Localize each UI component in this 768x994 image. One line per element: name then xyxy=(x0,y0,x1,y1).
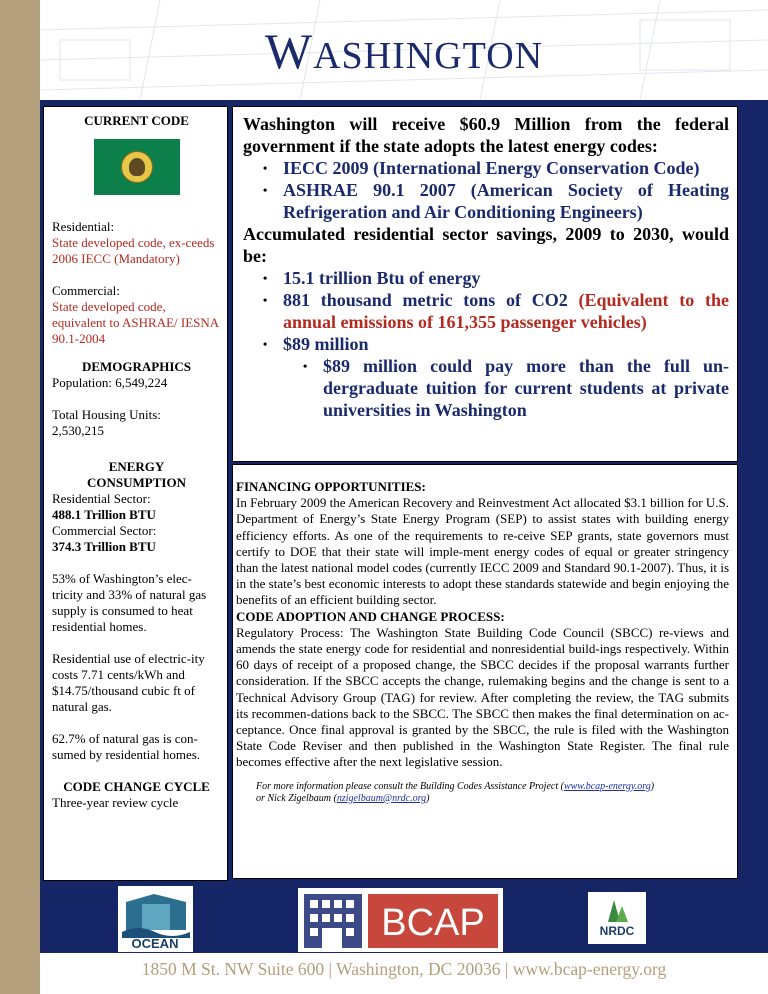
funding-intro: Washington will receive $60.9 Million from the federal government if the state adopts the latest energy codes: xyxy=(243,114,729,156)
page-title-rest: ASHINGTON xyxy=(313,35,544,77)
com-sector-value: 374.3 Trillion BTU xyxy=(52,539,156,554)
demographics-heading: DEMOGRAPHICS xyxy=(81,359,192,374)
commercial-value: State developed code, equivalent to ASHRAE/ IESNA 90.1-2004 xyxy=(52,299,219,346)
com-sector-label: Commercial Sector: xyxy=(52,523,157,538)
code-item-iecc: • IECC 2009 (International Energy Conservation Code) xyxy=(283,157,729,179)
nrdc-logo xyxy=(588,892,646,944)
codes-list xyxy=(243,157,729,223)
fact-natural-gas: 62.7% of natural gas is con-sumed by residential homes. xyxy=(52,731,201,762)
ocean-logo xyxy=(118,886,193,952)
page-title xyxy=(40,22,768,80)
bcap-logo-text: BCAP xyxy=(381,902,485,944)
commercial-label: Commercial: xyxy=(52,283,120,298)
current-code-heading: CURRENT CODE xyxy=(84,113,189,128)
savings-list xyxy=(243,267,729,421)
bcap-logo xyxy=(298,888,503,952)
page-title-initial: W xyxy=(264,23,314,79)
washington-flag xyxy=(94,139,180,195)
residential-value: State developed code, ex-ceeds 2006 IECC (Mandatory) xyxy=(52,235,215,266)
nrdc-logo-text: NRDC xyxy=(599,924,635,938)
res-sector-value: 488.1 Trillion BTU xyxy=(52,507,156,522)
more-info: For more information please consult the Building Codes Assistance Project (www.bcap-energy.org) or Nick Zigelbaum (nzigelbaum@nrdc.org) xyxy=(256,780,655,804)
saving-co2 xyxy=(283,289,729,333)
fact-costs: Residential use of electric-ity costs 7.71 cents/kWh and $14.75/thousand cubic ft of natural gas. xyxy=(52,651,205,714)
res-sector-label: Residential Sector: xyxy=(52,491,151,506)
ocean-logo-text: OCEAN xyxy=(131,936,179,951)
code-item-ashrae: • ASHRAE 90.1 2007 (American Society of Heating Refrigeration and Air Conditioning Engineers) xyxy=(283,179,729,223)
saving-co2-text: 881 thousand metric tons of CO2 xyxy=(283,290,568,310)
saving-co2-note: (Equivalent to the annual emissions of 161,355 passenger vehicles) xyxy=(283,290,729,332)
sidebar xyxy=(43,106,228,881)
process-heading: CODE ADOPTION AND CHANGE PROCESS: xyxy=(236,608,505,624)
savings-intro: Accumulated residential sector savings, 2009 to 2030, would be: xyxy=(243,224,729,266)
population: Population: 6,549,224 xyxy=(52,375,168,390)
saving-money: • $89 million xyxy=(283,333,729,355)
partner-logos xyxy=(40,882,768,952)
footer-address: 1850 M St. NW Suite 600 | Washington, DC 20036 | www.bcap-energy.org xyxy=(40,955,768,994)
nrdc-email-link[interactable]: nzigelbaum@nrdc.org xyxy=(336,792,427,804)
financing-section xyxy=(232,464,738,879)
left-gold-strip xyxy=(0,0,40,994)
process-body: Regulatory Process: The Washington State Building Code Council (SBCC) re-views and amends the state energy code for residential and nonresidential build-ings respectively. Within 60 days of receipt of a proposed change, the SBCC decides if the proposal warrants further consideration. If the SBCC accepts the change, rulemaking begins and the change is sent to a Technical Advisory Group (TAG) for review. After completing the review, the TAG submits its recommen-dations back to the SBCC. The SBCC then makes the final determination on ac-ceptance. Once final approval is granted by the SBCC, the rule is filed with the Washington State Code Reviser and then published in the Washington State Register. The final rule becomes effective after the next legislative session. xyxy=(236,624,729,770)
state-seal-icon xyxy=(121,151,153,183)
financing-body: In February 2009 the American Recovery and Reinvestment Act allocated $3.1 billion for U.S. Department of Energy’s State Energy Program (SEP) to assist states with building energy efficiency efforts. As one of the requirements to re-ceive SEP grants, state governors must certify to DOE that their state will imple-ment energy codes of equal or greater stringency than the latest national model codes (currently IECC 2009 and Standard 90.1-2007). Thus, it is in the state’s best economic interests to adopt these standards statewide and begin enjoying the benefits of an efficient building sector. xyxy=(236,495,729,608)
header xyxy=(40,0,768,100)
housing-label: Total Housing Units: xyxy=(52,407,161,422)
bcap-website-link[interactable]: www.bcap-energy.org xyxy=(563,780,651,792)
saving-energy: • 15.1 trillion Btu of energy xyxy=(283,267,729,289)
funding-summary xyxy=(232,106,738,462)
code-change-cycle-heading: CODE CHANGE CYCLE xyxy=(63,779,210,794)
saving-money-detail: • $89 million could pay more than the full un-dergraduate tuition for current students at private universities in Washington xyxy=(323,355,729,421)
code-change-cycle-value: Three-year review cycle xyxy=(52,795,179,810)
fact-electricity: 53% of Washington’s elec-tricity and 33% of natural gas supply is consumed to heat residential homes. xyxy=(52,571,207,634)
residential-label: Residential: xyxy=(52,219,115,234)
financing-heading: FINANCING OPPORTUNITIES: xyxy=(236,479,426,494)
energy-heading: ENERGY CONSUMPTION xyxy=(87,459,186,490)
housing-value: 2,530,215 xyxy=(52,423,104,438)
